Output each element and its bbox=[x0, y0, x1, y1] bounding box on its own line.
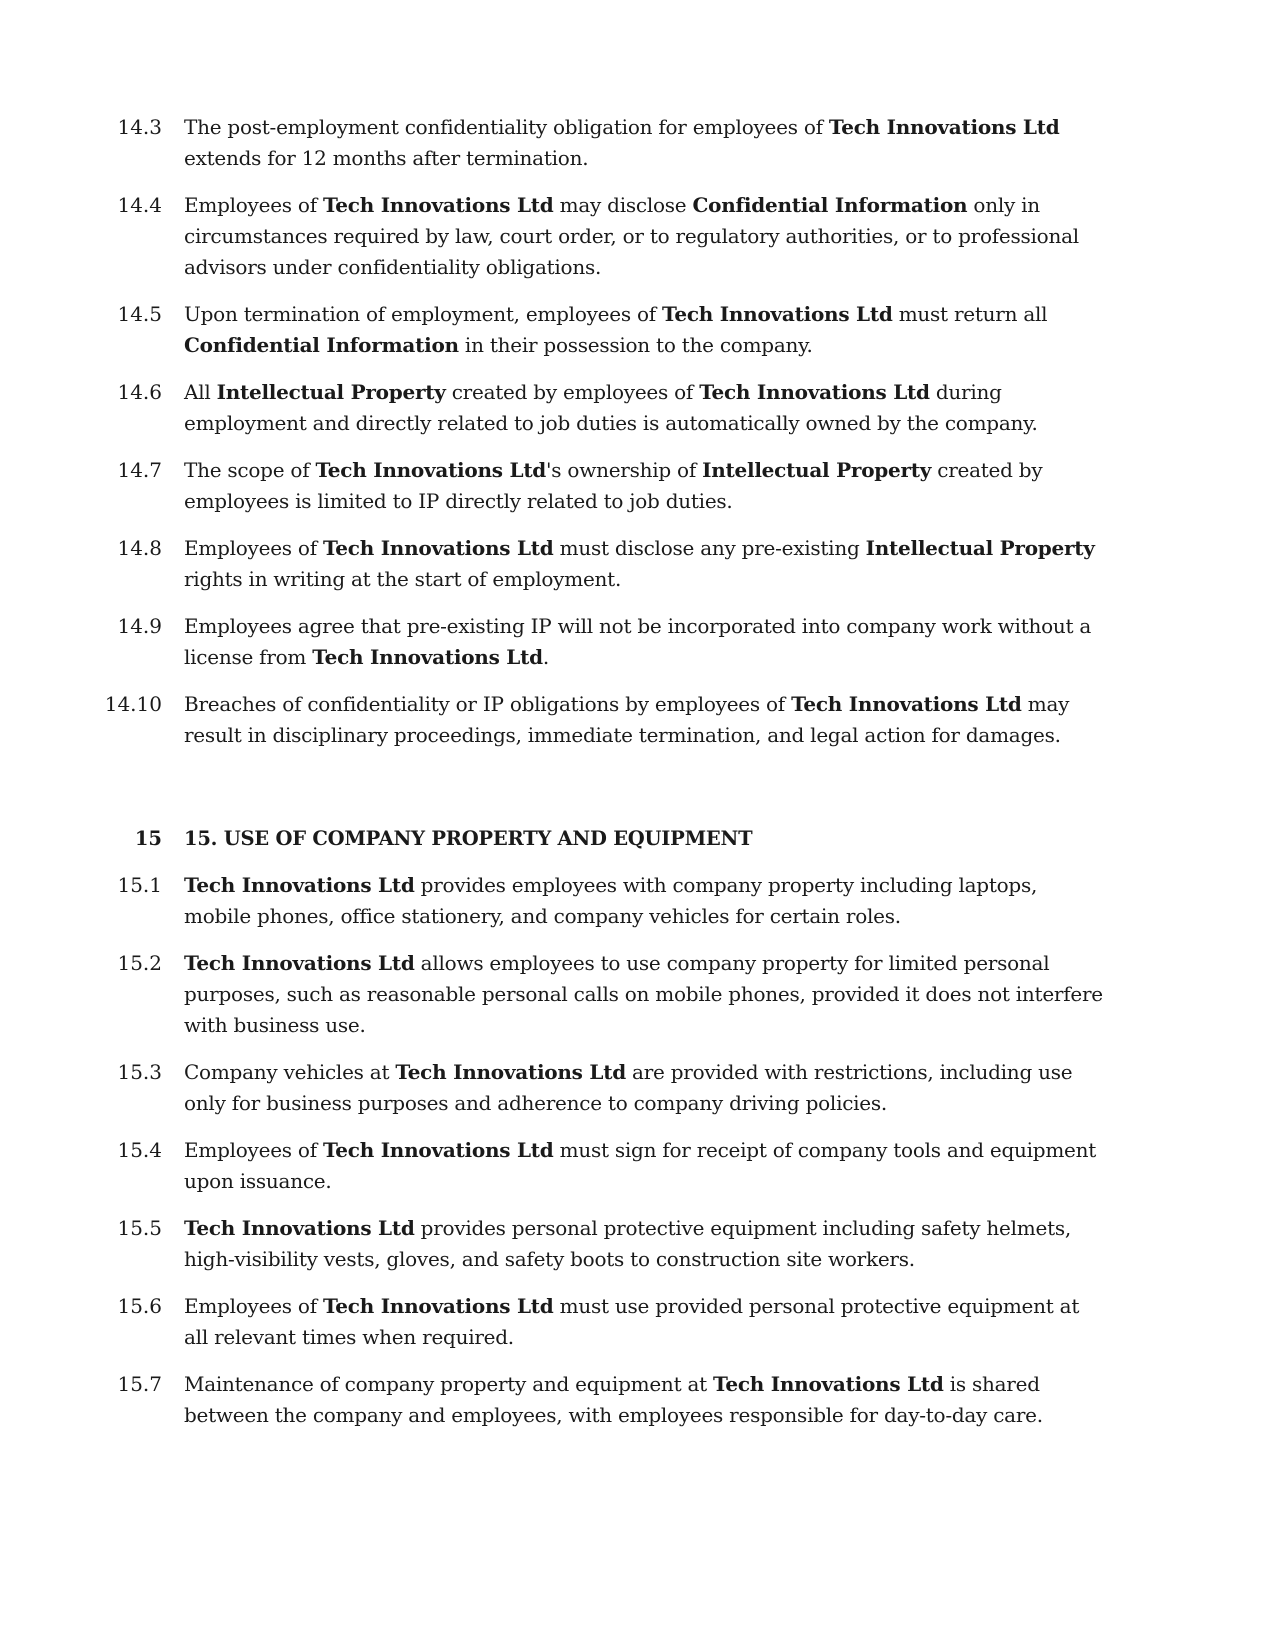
clause-number: 15.3 bbox=[117, 1060, 162, 1084]
defined-term: Tech Innovations Ltd bbox=[662, 302, 893, 326]
document-page bbox=[0, 112, 1275, 1447]
clause-number: 14.4 bbox=[117, 193, 162, 217]
clause-text: The post-employment confidentiality obligation for employees of Tech Innovations Ltd extends for 12 months after termination. bbox=[184, 115, 1060, 170]
clause-14-7 bbox=[0, 455, 1275, 517]
clause-number: 14.8 bbox=[117, 536, 162, 560]
clause-15-6 bbox=[0, 1291, 1275, 1353]
clause-14-5 bbox=[0, 299, 1275, 361]
clause-15-4 bbox=[0, 1135, 1275, 1197]
clause-text: Tech Innovations Ltd provides employees with company property including laptops, mobile phones, office stationery, and company vehicles for certain roles. bbox=[184, 873, 1038, 928]
clause-number: 15.2 bbox=[117, 951, 162, 975]
clause-text: Employees of Tech Innovations Ltd must use provided personal protective equipment at all relevant times when required. bbox=[184, 1294, 1080, 1349]
clause-15-7 bbox=[0, 1369, 1275, 1431]
clause-14-10 bbox=[0, 689, 1275, 751]
defined-term: Confidential Information bbox=[692, 193, 968, 217]
section-heading bbox=[0, 823, 1275, 854]
clause-text: Employees of Tech Innovations Ltd must disclose any pre-existing Intellectual Property rights in writing at the start of employment. bbox=[184, 536, 1095, 591]
clause-text: Tech Innovations Ltd allows employees to use company property for limited personal purposes, such as reasonable personal calls on mobile phones, provided it does not interfere with business use. bbox=[184, 951, 1103, 1037]
clause-15-3 bbox=[0, 1057, 1275, 1119]
clause-number: 14.3 bbox=[117, 115, 162, 139]
clause-text: The scope of Tech Innovations Ltd's ownership of Intellectual Property created by employees is limited to IP directly related to job duties. bbox=[184, 458, 1043, 513]
clause-number: 15.6 bbox=[117, 1294, 162, 1318]
clause-text: Company vehicles at Tech Innovations Ltd are provided with restrictions, including use only for business purposes and adherence to company driving policies. bbox=[184, 1060, 1073, 1115]
clause-14-9 bbox=[0, 611, 1275, 673]
defined-term: Tech Innovations Ltd bbox=[322, 193, 554, 217]
clause-number: 14.7 bbox=[117, 458, 162, 482]
clause-15-1 bbox=[0, 870, 1275, 932]
section-number: 15 bbox=[134, 827, 162, 850]
clause-14-3 bbox=[0, 112, 1275, 174]
clause-text: Employees of Tech Innovations Ltd may disclose Confidential Information only in circumstances required by law, court order, or to regulatory authorities, or to professional advisors under confidentiality obligations. bbox=[184, 193, 1079, 279]
clause-number: 14.6 bbox=[117, 380, 162, 404]
clause-text: Breaches of confidentiality or IP obligations by employees of Tech Innovations Ltd may result in disciplinary proceedings, immediate termination, and legal action for damages. bbox=[184, 692, 1070, 747]
defined-term: Tech Innovations Ltd bbox=[184, 1216, 415, 1240]
clause-text: All Intellectual Property created by employees of Tech Innovations Ltd during employment and directly related to job duties is automatically owned by the company. bbox=[184, 380, 1038, 435]
clause-number: 15.7 bbox=[117, 1372, 162, 1396]
defined-term: Intellectual Property bbox=[216, 380, 446, 404]
defined-term: Tech Innovations Ltd bbox=[322, 1138, 554, 1162]
clause-number: 15.5 bbox=[117, 1216, 162, 1240]
defined-term: Tech Innovations Ltd bbox=[395, 1060, 626, 1084]
defined-term: Tech Innovations Ltd bbox=[315, 458, 547, 482]
defined-term: Tech Innovations Ltd bbox=[699, 380, 930, 404]
defined-term: Tech Innovations Ltd bbox=[322, 1294, 554, 1318]
clause-number: 14.9 bbox=[117, 614, 162, 638]
clause-text: Upon termination of employment, employees of Tech Innovations Ltd must return all Confidential Information in their possession to the company. bbox=[184, 302, 1048, 357]
clause-text: Maintenance of company property and equipment at Tech Innovations Ltd is shared between the company and employees, with employees responsible for day-to-day care. bbox=[184, 1372, 1043, 1427]
clause-number: 15.1 bbox=[117, 873, 162, 897]
defined-term: Tech Innovations Ltd bbox=[791, 692, 1022, 716]
clause-14-4 bbox=[0, 190, 1275, 283]
defined-term: Tech Innovations Ltd bbox=[184, 873, 415, 897]
defined-term: Intellectual Property bbox=[702, 458, 932, 482]
defined-term: Intellectual Property bbox=[865, 536, 1095, 560]
defined-term: Tech Innovations Ltd bbox=[184, 951, 415, 975]
document-body bbox=[0, 112, 1275, 1431]
section-spacer bbox=[0, 767, 1275, 823]
clause-number: 14.5 bbox=[117, 302, 162, 326]
clause-number: 15.4 bbox=[117, 1138, 162, 1162]
defined-term: Confidential Information bbox=[184, 333, 459, 357]
clause-text: Employees agree that pre-existing IP will not be incorporated into company work without a license from Tech Innovations Ltd. bbox=[184, 614, 1092, 669]
clause-text: Tech Innovations Ltd provides personal protective equipment including safety helmets, high-visibility vests, gloves, and safety boots to construction site workers. bbox=[184, 1216, 1071, 1271]
clause-15-2 bbox=[0, 948, 1275, 1041]
clause-14-8 bbox=[0, 533, 1275, 595]
defined-term: Tech Innovations Ltd bbox=[713, 1372, 944, 1396]
clause-text: Employees of Tech Innovations Ltd must sign for receipt of company tools and equipment upon issuance. bbox=[184, 1138, 1097, 1193]
defined-term: Tech Innovations Ltd bbox=[312, 645, 543, 669]
clause-15-5 bbox=[0, 1213, 1275, 1275]
defined-term: Tech Innovations Ltd bbox=[828, 115, 1060, 139]
clause-number: 14.10 bbox=[104, 692, 162, 716]
section-title: 15. USE OF COMPANY PROPERTY AND EQUIPMENT bbox=[184, 827, 753, 850]
clause-14-6 bbox=[0, 377, 1275, 439]
defined-term: Tech Innovations Ltd bbox=[322, 536, 554, 560]
